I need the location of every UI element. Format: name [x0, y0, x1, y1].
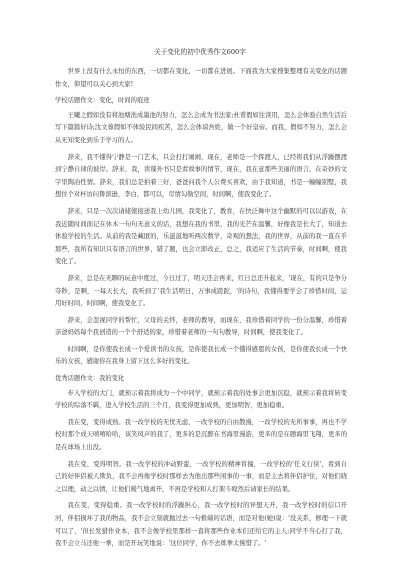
- body-paragraph: 我在变，变得稳重。我一改学校时的浮躁担心，我一改学校时的异想天开，我一改学校时的信口开河，伴侣损坏了我的物品，我不会立刻就抛过去一句极端的话语，而是对他(她)说：'没关系，修理一下就可以了，'但长发猎作业本，我不会像学校里那样一直将那些作业本们还给它的主人;同学不当心打了我，我不会立马还他一拳，而是开玩笑地说：'这位同学，你不去练拳太惋惜了。': [55, 502, 347, 548]
- body-paragraph: 我在变，变得明智。我一改学校的冲动野蛮，一改学校的精神盲撞，一改学校的'任义行侠'，看到自己的好伴侣被人欺负，我不会再像学校时那样去为他出那些闲事的一事，而是主去将伴侣护住，对他们晓之以理，动之以情，让他们暖气地离开，不再是学校和人打架斗殴然后请家长的结果。: [55, 460, 347, 493]
- body-paragraph: 辞来，会忽视同学的帮忙，父母的关怀，老师的教导，而现在，我珍惜着同学的一份分温馨，珍惜着亲爸妈妈每个我创造的一个个舒适的家，珍惜着老师的一句句教导，时间啊，使我变化了。: [55, 316, 347, 337]
- document-title: 关于变化的初中优秀作文600字: [154, 48, 246, 56]
- section-heading: 学校话题作文：变化，时间的痕迹: [55, 97, 150, 105]
- body-paragraph: 辞来，总是在无聊的玩意中度过，今日过了，明天还会再来，红日总还升起来，'现在，有的只是争分夺秒，是啊，一每天长大，我听到了'我生活明日，万事成蹉跎，'的诗句，我懂得要学会了珍惜时间，运用好时间，时间啊，使我变化了。: [55, 274, 347, 308]
- body-paragraph: 王曦之假如没有将池塘洗成墨池的努力，怎么会成为书法家;杜甫假如往读用，怎么会体验自然生活后写下篇篇好诗;沈文蓉假如不体验民间疾苦，怎么会体谅吾姓，做一个好皇帝。而我，假如不努力，怎么会从无知变化到乐于学习的人。: [55, 111, 347, 144]
- body-paragraph: 辞来，我不懂得宁静是一门艺术，只会打打闹闹，现在，老师是一个挥渡人，已经将我们从浮躁摆渡到宁静自律的彼岸。辞来，我，读谍外书只是看故事的情节，现在，我在意那些美丽的语言，在奇妙的文字里陶冶性情。辞来，我们总是拍着三好，爸爸问我个人公费买喜欢，由于我知道，书是一幢幢别墅，我想住个对杯访问鲁滨逊，李白，都可以，尽情勾勒空间，时间啊，使我变化了。: [55, 153, 347, 199]
- body-paragraph: 时间啊，是你使我长成一个爱读书的女孩，是你使我长成一个懂得感恩的女孩，是你使我长成一个快乐的女孩，感谢你在我身上留下这么多好的变化。: [55, 345, 347, 366]
- body-paragraph: 我在变，变得成熟。我一改学校的无忧无虑，一改学校的自由散漫，一改学校的无所事事，再也不学校时那个成天嘻嘻哈哈，该笑风声的我了，更多的是沉醉在书海里漫游，更多的是在题海里飞翔，更多的是在球场上出没。: [55, 418, 347, 452]
- section-heading: 优秀话题作文：我的变化: [55, 375, 125, 383]
- body-paragraph: 步入学校的大门，就预示着我将成为一个中同学，就预示着我的处事会更加沉稳，就预示着我将转变学校的综落不羁，进入学校生活的三个月，我变得更加成熟，更加明智，更加稳重。: [55, 389, 347, 410]
- body-paragraph: 世界上没有什么永恒的东西，一切都在变化，一切都在进展。下面我为大家搜集整理有关变化的话题作文，仰望可以关心到大家!: [55, 68, 347, 88]
- body-paragraph: 辞来，只是一次次请姥姥接送我上幼儿园，我变化了，教育，在快泛舞中这个幽默的可以以游戏，在我近随时间面记在休木一句句无意义的话，我想在我的书里，我的光芒在温馨，好像我是长大了，知道去体验学校的生活。从前的我是藏匿的，乐滋滋地听两次数学，奇观的想法，我的世界，从前的我一直在乎那些，我所有知识只有语言的世界，错了题，也会立即改正，总之，我适应了生活的节奏，时间啊，使我变化了。: [55, 207, 347, 266]
- document-body: [55, 66, 347, 552]
